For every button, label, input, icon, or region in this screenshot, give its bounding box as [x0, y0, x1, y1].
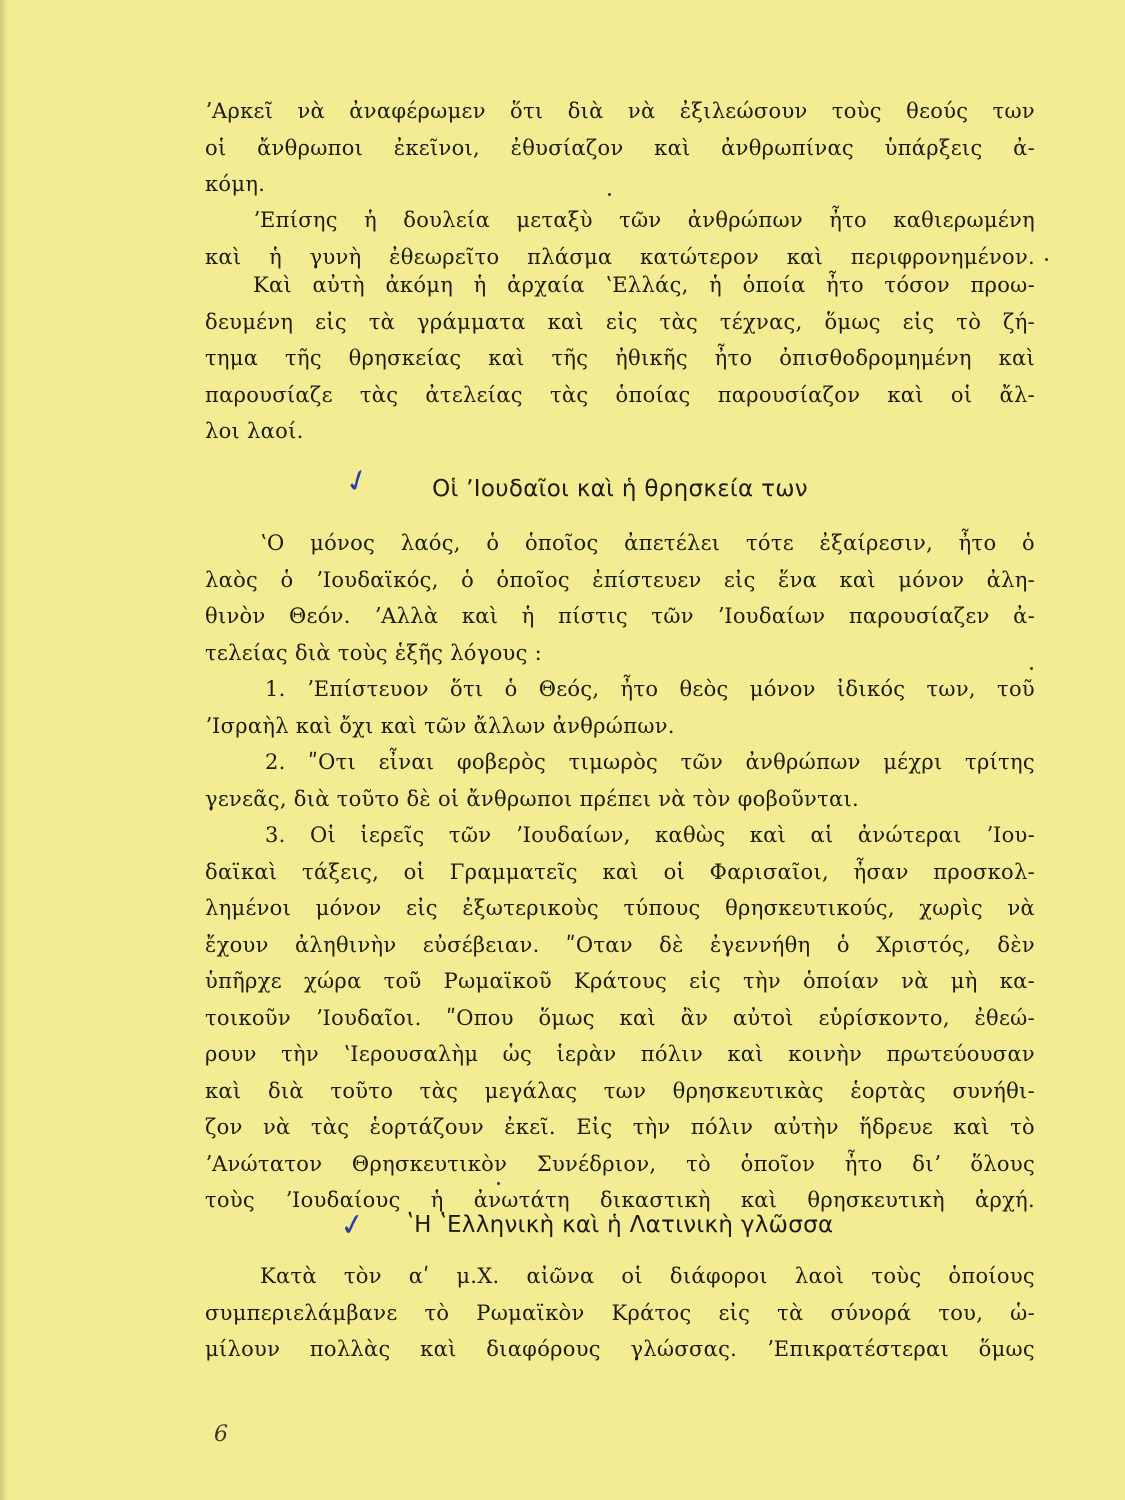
paragraph-ancient-greece: [205, 267, 1035, 450]
text-line: θινὸν Θεόν. ʼΑλλὰ καὶ ἡ πίστις τῶν ʼΙουδαίων παρουσίαζεν ἀ-: [205, 604, 1035, 628]
text-line: δευμένη εἰς τὰ γράμματα καὶ εἰς τὰς τέχνας, ὅμως εἰς τὸ ζή-: [205, 309, 1035, 334]
text-line: ρουν τὴν ʽΙερουσαλὴμ ὡς ἱερὰν πόλιν καὶ κοινὴν πρωτεύουσαν: [205, 1042, 1035, 1066]
text-line: κόμη.: [205, 172, 266, 196]
text-line: ὑπῆρχε χώρα τοῦ Ρωμαϊκοῦ Κράτους εἰς τὴν ὁποίαν νὰ μὴ κα-: [205, 969, 1035, 993]
text-line: μίλουν πολλὰς καὶ διαφόρους γλώσσας. ʼΕπικρατέστεραι ὅμως: [205, 1337, 1035, 1361]
text-line: Καὶ αὐτὴ ἀκόμη ἡ ἀρχαία ʽΕλλάς, ἡ ὁποία ἦτο τόσον προω-: [253, 273, 1035, 297]
text-line: τελείας διὰ τοὺς ἑξῆς λόγους :: [205, 640, 543, 665]
paragraph-sacrifices: [205, 93, 1035, 203]
text-line: ἔχουν ἀληθινὴν εὐσέβειαν. ʺΟταν δὲ ἐγεννήθη ὁ Χριστός, δὲν: [205, 932, 1035, 957]
paragraph-languages: [205, 1258, 1035, 1368]
text-line: τοικοῦν ʼΙουδαῖοι. ʺΟπου ὅμως καὶ ἂν αὐτοὶ εὑρίσκοντο, ἐθεώ-: [205, 1005, 1035, 1030]
text-line: τημα τῆς θρησκείας καὶ τῆς ἠθικῆς ἦτο ὀπισθοδρομημένη καὶ: [205, 346, 1035, 370]
text-line: Κατὰ τὸν αʹ μ.Χ. αἰῶνα οἱ διάφοροι λαοὶ τοὺς ὁποίους: [260, 1264, 1035, 1288]
page-edge: [0, 0, 8, 1500]
paper-speck: [497, 1182, 500, 1185]
text-line: ʼΑνώτατον Θρησκευτικὸν Συνέδριον, τὸ ὁποῖον ἦτο διʼ ὅλους: [205, 1151, 1035, 1176]
text-line: τοὺς ʼΙουδαίους ἡ ἀνωτάτη δικαστικὴ καὶ θρησκευτικὴ ἀρχή.: [205, 1188, 1035, 1212]
text-line: λοι λαοί.: [205, 419, 304, 443]
paragraph-slavery: [205, 202, 1035, 275]
list-item: 1. ʼΕπίστευον ὅτι ὁ Θεός, ἦτο θεὸς μόνον ἰδικός των, τοῦ: [265, 677, 1035, 701]
section-heading-jews: Οἱ ʼΙουδαῖοι καὶ ἡ θρησκεία των: [432, 476, 808, 502]
paper-speck: [608, 193, 611, 196]
text-line: λαὸς ὁ ʼΙουδαϊκός, ὁ ὁποῖος ἐπίστευεν εἰς ἕνα καὶ μόνον ἀλη-: [205, 567, 1035, 592]
text-line: οἱ ἄνθρωποι ἐκεῖνοι, ἐθυσίαζον καὶ ἀνθρωπίνας ὑπάρξεις ἀ-: [205, 135, 1035, 160]
section-heading-languages: ʽΗ ʽΕλληνικὴ καὶ ἡ Λατινικὴ γλῶσσα: [406, 1212, 834, 1238]
list-item: 3. Οἱ ἱερεῖς τῶν ʼΙουδαίων, καθὼς καὶ αἱ ἀνώτεραι ʼΙου-: [265, 823, 1035, 847]
paper-speck: [1045, 258, 1048, 261]
text-line: συμπεριελάμβανε τὸ Ρωμαϊκὸν Κράτος εἰς τὰ σύνορά του, ὡ-: [205, 1300, 1035, 1325]
text-line: λημένοι μόνον εἰς ἐξωτερικοὺς τύπους θρησκευτικούς, χωρὶς νὰ: [205, 896, 1035, 920]
text-line: γενεᾶς, διὰ τοῦτο δὲ οἱ ἄνθρωποι πρέπει νὰ τὸν φοβοῦνται.: [205, 786, 860, 811]
text-line: ʼΕπίσης ἡ δουλεία μεταξὺ τῶν ἀνθρώπων ἦτο καθιερωμένη: [253, 208, 1035, 232]
page-number: 6: [214, 1422, 228, 1447]
list-item: 2. ʺΟτι εἶναι φοβερὸς τιμωρὸς τῶν ἀνθρώπων μέχρι τρίτης: [265, 750, 1035, 774]
checkmark-pen-mark-icon: ✓: [339, 460, 376, 503]
paper-speck: [1030, 667, 1033, 670]
text-line: καὶ ἡ γυνὴ ἐθεωρεῖτο πλάσμα κατώτερον καὶ περιφρονημένον.: [205, 244, 1035, 269]
text-line: ʼΑρκεῖ νὰ ἀναφέρωμεν ὅτι διὰ νὰ ἐξιλεώσουν τοὺς θεούς των: [205, 99, 1035, 123]
text-line: δαϊκαὶ τάξεις, οἱ Γραμματεῖς καὶ οἱ Φαρισαῖοι, ἦσαν προσκολ-: [205, 859, 1035, 884]
text-line: ʼΙσραὴλ καὶ ὄχι καὶ τῶν ἄλλων ἀνθρώπων.: [205, 713, 675, 738]
text-line: παρουσίαζε τὰς ἀτελείας τὰς ὁποίας παρουσίαζον καὶ οἱ ἄλ-: [205, 382, 1035, 407]
checkmark-pen-mark-icon: ✓: [337, 1206, 368, 1245]
text-line: ζον νὰ τὰς ἑορτάζουν ἐκεῖ. Εἰς τὴν πόλιν αὐτὴν ἥδρευε καὶ τὸ: [205, 1115, 1035, 1139]
text-line: ʽΟ μόνος λαός, ὁ ὁποῖος ἀπετέλει τότε ἐξαίρεσιν, ἦτο ὁ: [260, 531, 1035, 555]
text-line: καὶ διὰ τοῦτο τὰς μεγάλας των θρησκευτικὰς ἑορτὰς συνήθι-: [205, 1078, 1035, 1103]
paragraph-jews: [205, 525, 1035, 1219]
